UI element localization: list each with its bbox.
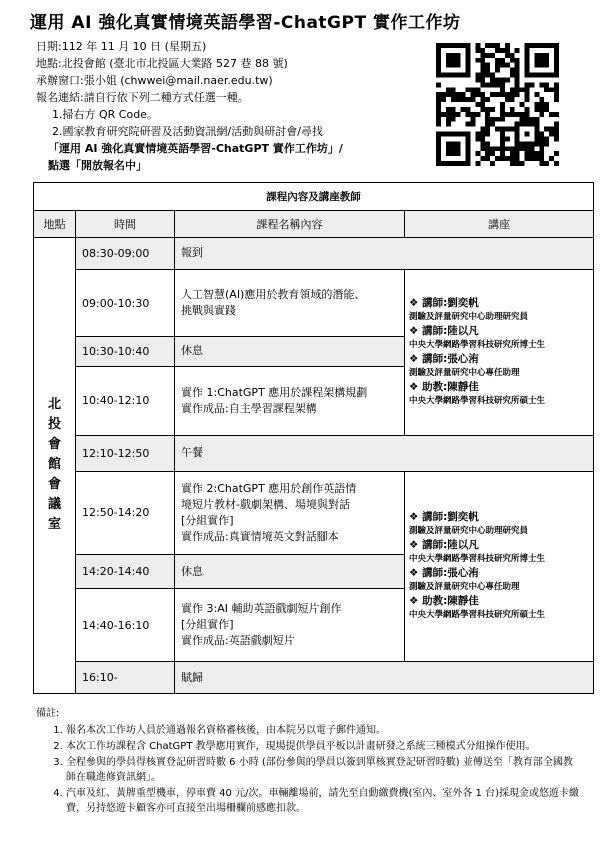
registration-option-2-action: 點選「開放報名中」 bbox=[48, 159, 147, 172]
registration-info: 報名連結:請自行依下列二種方式任選一種。 bbox=[36, 91, 249, 104]
notes-title: 備註: bbox=[36, 708, 60, 719]
column-header-content: 課程名稱內容 bbox=[175, 211, 405, 237]
registration-option-2-title: 「運用 AI 強化真實情境英語學習-ChatGPT 實作工作坊」/ bbox=[48, 142, 343, 155]
content-cell: 午餐 bbox=[175, 435, 594, 471]
content-cell: 實作 2:ChatGPT 應用於創作英語情 境短片教材-戲劇架構、場境與對話 [分組實作] 實作成品:真實情境英文對話腳本 bbox=[175, 471, 405, 555]
content-cell: 休息 bbox=[175, 337, 405, 366]
content-cell: 人工智慧(AI)應用於教育領域的潛能、 挑戰與實踐 bbox=[175, 270, 405, 337]
event-date: 日期:112 年 11 月 10 日 (星期五) bbox=[36, 40, 207, 53]
note-item: 4. 汽車及紅、黃牌重型機車，停車費 40 元/次。車輛離場前，請先至自動繳費機(室內、室外各 1 台)採現金或悠遊卡繳費，另持悠遊卡顧客亦可直接至出場柵欄前感應扣款。 bbox=[66, 786, 581, 816]
event-location: 地點:北投會館 (臺北市北投區大業路 527 巷 88 號) bbox=[36, 57, 288, 70]
time-cell: 09:00-10:30 bbox=[76, 270, 175, 337]
notes-section bbox=[36, 706, 581, 817]
schedule-table bbox=[33, 182, 594, 694]
time-cell: 12:10-12:50 bbox=[76, 435, 175, 471]
event-contact: 承辦窗口:張小姐 (chwwei@mail.naer.edu.tw) bbox=[36, 74, 273, 87]
time-cell: 14:20-14:40 bbox=[76, 555, 175, 589]
instructor-cell: ❖ 講師:劉奕帆 測驗及評量研究中心助理研究員 ❖ 講師:陸以凡 中央大學網路學習科技研究所博士生 ❖ 講師:張心洧 測驗及評量研究中心專任助理 ❖ 助教:陳靜佳 中央大學網路學習科技研究所碩士生 bbox=[405, 471, 594, 662]
venue-cell: 北 投 會 館 會 議 室 bbox=[34, 237, 76, 693]
note-item: 1. 報名本次工作坊人員於通過報名資格審核後，由本院另以電子郵件通知。 bbox=[66, 723, 581, 738]
note-item: 2. 本次工作坊課程含 ChatGPT 教學應用實作，現場提供學員平板以計畫研發之系統三種模式分組操作使用。 bbox=[66, 739, 581, 754]
time-cell: 10:30-10:40 bbox=[76, 337, 175, 366]
content-cell: 實作 1:ChatGPT 應用於課程架構規劃 實作成品:自主學習課程架構 bbox=[175, 366, 405, 435]
note-item: 3. 全程參與的學員得核實登記研習時數 6 小時 (部份參與的學員以簽到單核實登記研習時數) 並傳送至「教育部全國教師在職進修資訊網」。 bbox=[66, 755, 581, 785]
registration-option-1: 1.掃右方 QR Code。 bbox=[52, 108, 158, 121]
time-cell: 14:40-16:10 bbox=[76, 589, 175, 662]
content-cell: 賦歸 bbox=[175, 662, 594, 694]
content-cell: 報到 bbox=[175, 237, 594, 270]
time-cell: 08:30-09:00 bbox=[76, 237, 175, 270]
content-cell: 實作 3:AI 輔助英語戲劇短片創作 [分組實作] 實作成品:英語戲劇短片 bbox=[175, 589, 405, 662]
registration-qr-code[interactable] bbox=[436, 43, 559, 166]
instructor-cell: ❖ 講師:劉奕帆 測驗及評量研究中心助理研究員 ❖ 講師:陸以凡 中央大學網路學習科技研究所博士生 ❖ 講師:張心洧 測驗及評量研究中心專任助理 ❖ 助教:陳靜佳 中央大學網路學習科技研究所碩士生 bbox=[405, 270, 594, 436]
time-cell: 16:10- bbox=[76, 662, 175, 694]
column-header-time: 時間 bbox=[76, 211, 175, 237]
registration-option-2: 2.國家教育研究院研習及活動資訊網/活動與研討會/尋找 bbox=[52, 125, 323, 138]
column-header-venue: 地點 bbox=[34, 211, 76, 237]
column-header-instructor: 講座 bbox=[405, 211, 594, 237]
event-info bbox=[36, 38, 436, 174]
content-cell: 休息 bbox=[175, 555, 405, 589]
time-cell: 12:50-14:20 bbox=[76, 471, 175, 555]
schedule-main-header: 課程內容及講座教師 bbox=[34, 183, 594, 211]
time-cell: 10:40-12:10 bbox=[76, 366, 175, 435]
document-title: 運用 AI 強化真實情境英語學習-ChatGPT 實作工作坊 bbox=[30, 13, 461, 33]
